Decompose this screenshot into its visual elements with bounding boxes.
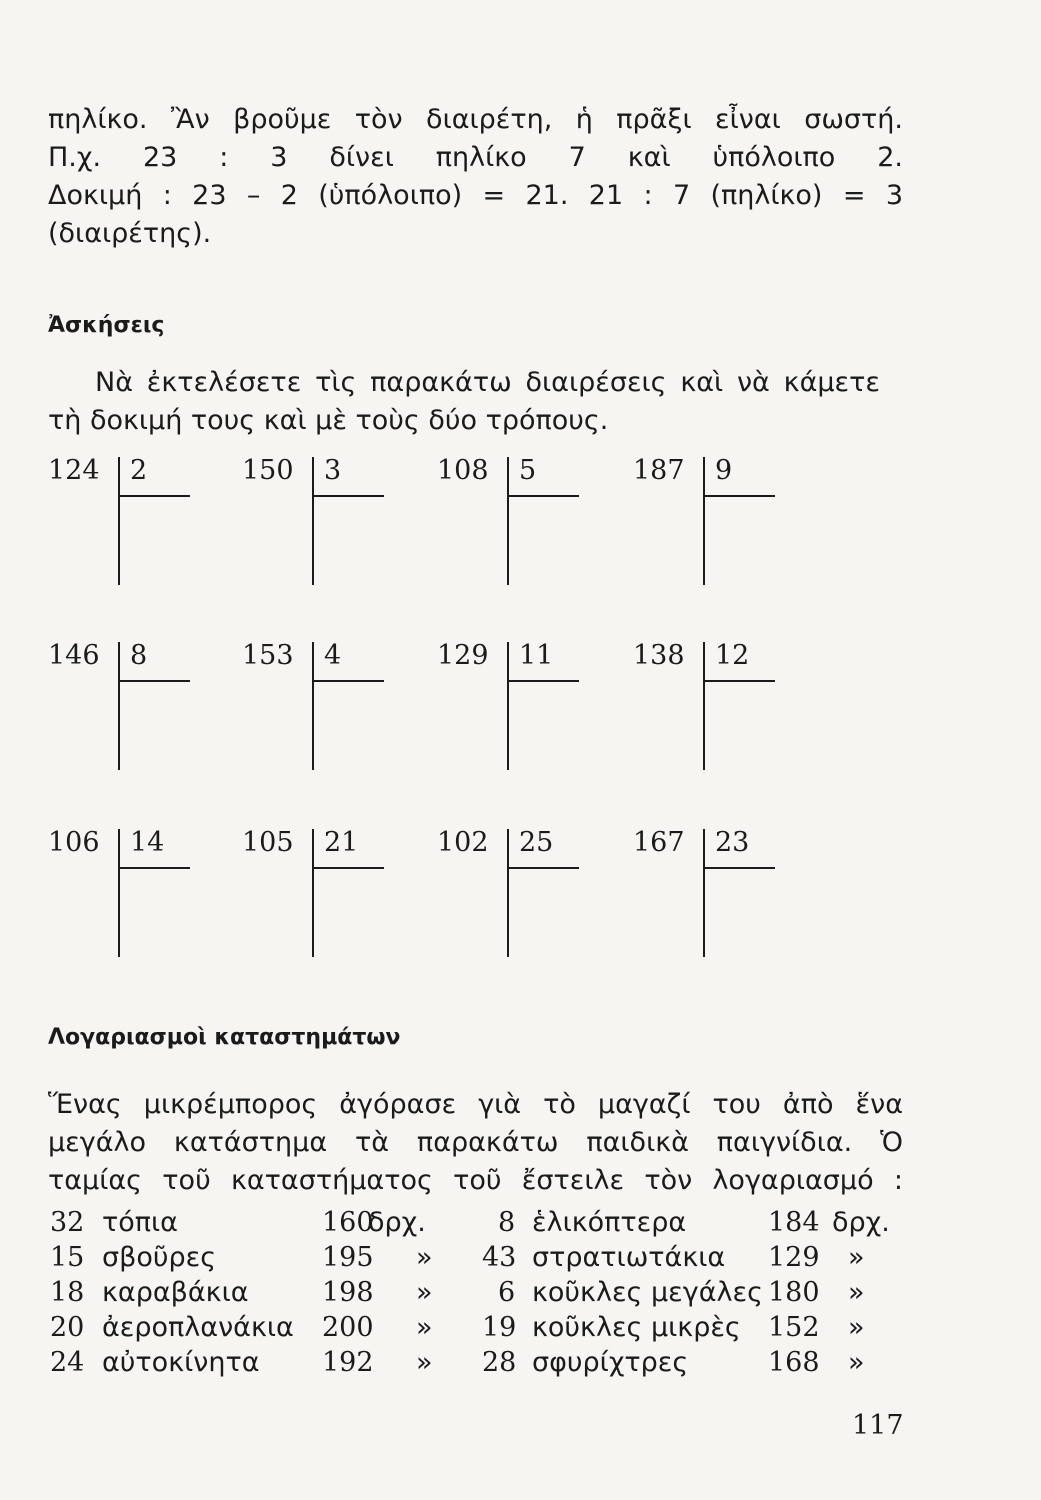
qty: 8 xyxy=(498,1207,516,1238)
qty: 20 xyxy=(50,1312,85,1343)
qty: 6 xyxy=(498,1277,516,1308)
unit: » xyxy=(416,1277,433,1308)
division-bar xyxy=(507,457,509,585)
division-bar xyxy=(312,829,314,957)
qty: 32 xyxy=(50,1207,85,1238)
item-name: σφυρίχτρες xyxy=(532,1347,689,1378)
division-4 xyxy=(633,455,793,590)
division-3 xyxy=(437,455,597,590)
division-8 xyxy=(633,640,793,775)
qty: 19 xyxy=(482,1312,517,1343)
division-9 xyxy=(48,827,208,962)
quotient-line xyxy=(314,867,384,869)
divisor: 5 xyxy=(519,455,537,486)
intro-line-4: (διαιρέτης). xyxy=(48,218,212,249)
divisor: 8 xyxy=(130,640,148,671)
page-number: 117 xyxy=(852,1410,904,1441)
division-1 xyxy=(48,455,208,590)
division-6 xyxy=(242,640,402,775)
item-name: σβοῦρες xyxy=(102,1242,217,1273)
division-bar xyxy=(507,829,509,957)
division-bar xyxy=(703,829,705,957)
item-name: τόπια xyxy=(102,1207,178,1238)
price: 184 xyxy=(768,1207,820,1238)
price: 152 xyxy=(768,1312,820,1343)
instruction-line-2: τὴ δοκιμή τους καὶ μὲ τοὺς δύο τρόπους. xyxy=(48,405,609,436)
dividend: 105 xyxy=(242,827,294,858)
instruction-line-1: Νὰ ἐκτελέσετε τὶς παρακάτω διαιρέσεις καὶ νὰ κάμετε xyxy=(95,367,880,398)
dividend: 124 xyxy=(48,455,100,486)
divisor: 12 xyxy=(715,640,750,671)
dividend: 150 xyxy=(242,455,294,486)
quotient-line xyxy=(120,495,190,497)
unit: » xyxy=(416,1347,433,1378)
price: 195 xyxy=(322,1242,374,1273)
dividend: 146 xyxy=(48,640,100,671)
invoice-row xyxy=(50,1242,910,1278)
quotient-line xyxy=(705,680,775,682)
qty: 15 xyxy=(50,1242,85,1273)
qty: 24 xyxy=(50,1347,85,1378)
item-name: αὐτοκίνητα xyxy=(102,1347,260,1378)
invoice-row xyxy=(50,1207,910,1243)
unit: δρχ. xyxy=(832,1207,890,1238)
item-name: κοῦκλες μεγάλες xyxy=(532,1277,763,1308)
division-bar xyxy=(507,642,509,770)
divisor: 2 xyxy=(130,455,148,486)
unit: δρχ. xyxy=(368,1207,426,1238)
division-bar xyxy=(703,457,705,585)
quotient-line xyxy=(509,867,579,869)
divisor: 9 xyxy=(715,455,733,486)
division-11 xyxy=(437,827,597,962)
quotient-line xyxy=(314,495,384,497)
intro-line-1: πηλίκο. Ἂν βροῦμε τὸν διαιρέτη, ἡ πρᾶξι εἶναι σωστή. xyxy=(48,104,903,135)
item-name: ἀεροπλανάκια xyxy=(102,1312,294,1343)
dividend: 153 xyxy=(242,640,294,671)
quotient-line xyxy=(120,867,190,869)
division-bar xyxy=(118,457,120,585)
division-bar xyxy=(312,457,314,585)
division-bar xyxy=(703,642,705,770)
store-accounts-heading: Λογαριασμοὶ καταστημάτων xyxy=(48,1025,401,1050)
item-name: καραβάκια xyxy=(102,1277,249,1308)
divisor: 14 xyxy=(130,827,165,858)
dividend: 187 xyxy=(633,455,685,486)
unit: » xyxy=(848,1312,865,1343)
division-12 xyxy=(633,827,793,962)
paragraph-line-1: Ἕνας μικρέμπορος ἀγόρασε γιὰ τὸ μαγαζί του ἀπὸ ἕνα xyxy=(48,1089,903,1120)
divisor: 11 xyxy=(519,640,554,671)
price: 200 xyxy=(322,1312,374,1343)
division-10 xyxy=(242,827,402,962)
qty: 18 xyxy=(50,1277,85,1308)
unit: » xyxy=(848,1242,865,1273)
quotient-line xyxy=(314,680,384,682)
item-name: ἑλικόπτερα xyxy=(532,1207,687,1238)
unit: » xyxy=(848,1347,865,1378)
price: 168 xyxy=(768,1347,820,1378)
price: 192 xyxy=(322,1347,374,1378)
divisor: 3 xyxy=(324,455,342,486)
division-bar xyxy=(118,642,120,770)
division-2 xyxy=(242,455,402,590)
quotient-line xyxy=(705,867,775,869)
quotient-line xyxy=(509,680,579,682)
dividend: 106 xyxy=(48,827,100,858)
paragraph-line-3: ταμίας τοῦ καταστήματος τοῦ ἔστειλε τὸν λογαριασμό : xyxy=(48,1165,903,1196)
exercises-heading: Ἀσκήσεις xyxy=(48,313,165,338)
division-bar xyxy=(312,642,314,770)
intro-line-3: Δοκιμή : 23 – 2 (ὑπόλοιπο) = 21. 21 : 7 (πηλίκο) = 3 xyxy=(48,180,903,211)
divisor: 23 xyxy=(715,827,750,858)
quotient-line xyxy=(120,680,190,682)
division-bar xyxy=(118,829,120,957)
intro-line-2: Π.χ. 23 : 3 δίνει πηλίκο 7 καὶ ὑπόλοιπο 2. xyxy=(48,142,903,173)
price: 129 xyxy=(768,1242,820,1273)
dividend: 167 xyxy=(633,827,685,858)
division-5 xyxy=(48,640,208,775)
unit: » xyxy=(848,1277,865,1308)
quotient-line xyxy=(509,495,579,497)
price: 160 xyxy=(322,1207,374,1238)
invoice-row xyxy=(50,1277,910,1313)
dividend: 129 xyxy=(437,640,489,671)
item-name: κοῦκλες μικρὲς xyxy=(532,1312,741,1343)
divisor: 25 xyxy=(519,827,554,858)
invoice-row xyxy=(50,1312,910,1348)
item-name: στρατιωτάκια xyxy=(532,1242,726,1273)
dividend: 108 xyxy=(437,455,489,486)
qty: 28 xyxy=(482,1347,517,1378)
unit: » xyxy=(416,1312,433,1343)
division-7 xyxy=(437,640,597,775)
invoice-row xyxy=(50,1347,910,1383)
price: 198 xyxy=(322,1277,374,1308)
divisor: 21 xyxy=(324,827,359,858)
price: 180 xyxy=(768,1277,820,1308)
qty: 43 xyxy=(482,1242,517,1273)
dividend: 102 xyxy=(437,827,489,858)
unit: » xyxy=(416,1242,433,1273)
dividend: 138 xyxy=(633,640,685,671)
quotient-line xyxy=(705,495,775,497)
divisor: 4 xyxy=(324,640,342,671)
paragraph-line-2: μεγάλο κατάστημα τὰ παρακάτω παιδικὰ παιγνίδια. Ὁ xyxy=(48,1127,903,1158)
